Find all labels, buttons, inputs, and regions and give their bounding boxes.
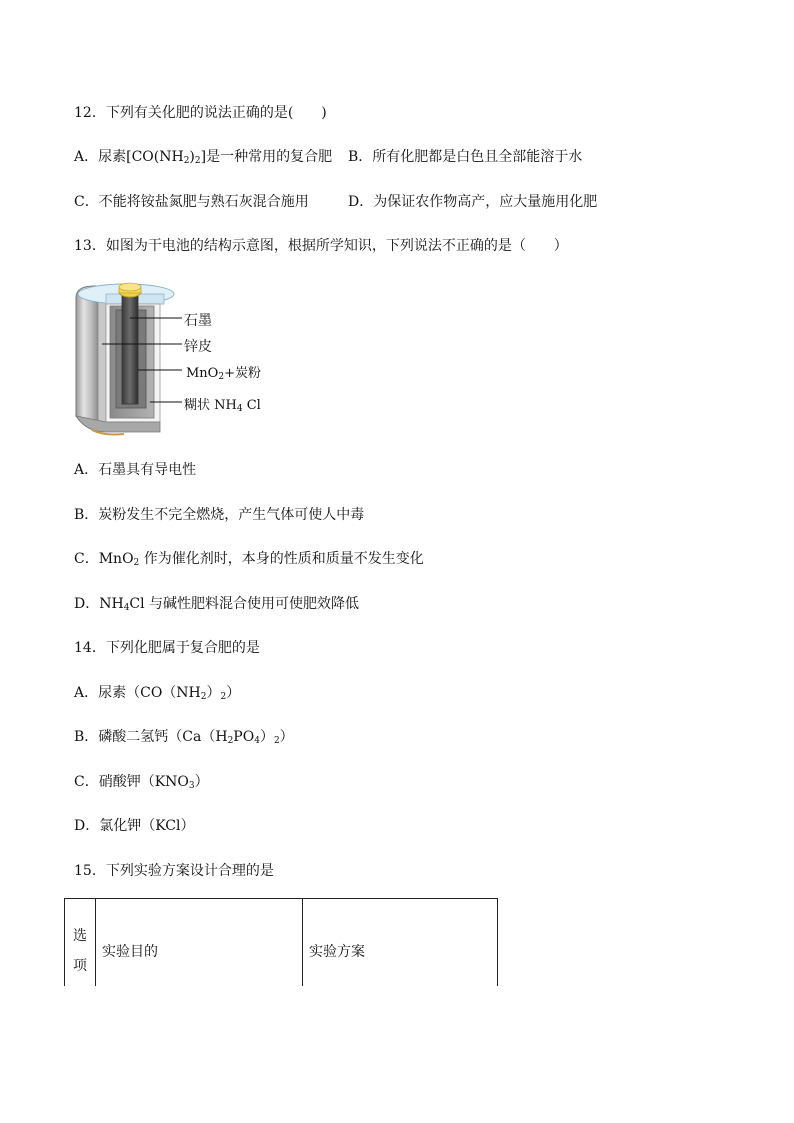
q14-option-d: D．氯化钾（KCl）	[74, 818, 195, 834]
q12-a-text3: ]是一种常用的复合肥	[200, 149, 333, 165]
q14-stem: 14．下列化肥属于复合肥的是	[74, 640, 260, 656]
label-zinc: 锌皮	[184, 339, 212, 355]
label-nh4cl-text: 糊状 NH	[184, 398, 237, 413]
q13-option-b: B．炭粉发生不完全燃烧，产生气体可使人中毒	[74, 507, 365, 523]
q14-b-sub3: 2	[273, 736, 280, 746]
label-nh4cl-post: Cl	[242, 398, 261, 413]
q14-b-text4: ）	[279, 729, 294, 745]
q13-c-text2: 作为催化剂时，本身的性质和质量不发生变化	[139, 551, 424, 567]
q13-d-sub: 4	[123, 603, 130, 613]
q14-b-text3: ）	[259, 729, 274, 745]
q12-a-sub2: 2	[194, 156, 201, 166]
label-nh4cl-paste	[184, 394, 261, 413]
label-mno2-sub: 2	[218, 372, 225, 382]
q14-c-text2: ）	[194, 774, 209, 790]
q13-d-text1: D．NH	[74, 596, 124, 612]
q12-option-d: D．为保证农作物高产，应大量施用化肥	[348, 194, 598, 210]
q14-a-sub1: 2	[200, 692, 207, 702]
q14-option-a	[74, 684, 240, 702]
label-nh4cl-sub: 4	[236, 404, 243, 414]
q13-c-text1: C．MnO	[74, 551, 134, 567]
q14-b-text2: PO	[233, 729, 255, 745]
q12-a-text2: )	[189, 149, 195, 165]
q14-a-text1: A．尿素（CO（NH	[74, 685, 201, 701]
q14-b-sub2: 4	[254, 736, 260, 746]
q12-a-sub1: 2	[183, 156, 190, 166]
label-mno2-text: MnO	[186, 366, 219, 381]
q14-b-text1: B．磷酸二氢钙（Ca（H	[74, 729, 228, 745]
q14-a-text2: ）	[206, 685, 221, 701]
q13-option-d	[74, 595, 359, 613]
q13-stem: 13．如图为干电池的结构示意图，根据所学知识，下列说法不正确的是（ ）	[74, 238, 568, 254]
q12-option-c	[74, 193, 598, 211]
q14-a-sub2: 2	[220, 692, 227, 702]
header-option-char1: 选	[73, 928, 87, 944]
page-cutoff	[60, 986, 520, 1006]
q14-option-b	[74, 728, 294, 746]
header-scheme: 实验方案	[303, 899, 498, 1004]
q13-option-c	[74, 550, 424, 568]
q14-c-text1: C．硝酸钾（KNO	[74, 774, 189, 790]
header-purpose: 实验目的	[96, 899, 303, 1004]
q12-option-b: B．所有化肥都是白色且全部能溶于水	[348, 149, 583, 165]
q12-a-text1: A．尿素[CO(NH	[74, 149, 184, 165]
q13-c-sub: 2	[133, 558, 140, 568]
q13-option-a: A．石墨具有导电性	[74, 462, 197, 478]
q13-d-text2: Cl 与碱性肥料混合使用可使肥效降低	[129, 596, 360, 612]
q12-stem: 12．下列有关化肥的说法正确的是( )	[74, 105, 327, 121]
q14-c-sub: 3	[188, 781, 195, 791]
q14-option-c	[74, 773, 209, 791]
label-mno2-carbon	[186, 362, 261, 381]
q15-stem: 15．下列实验方案设计合理的是	[74, 863, 274, 879]
q14-a-text3: ）	[226, 685, 241, 701]
label-carbon-text: +炭粉	[224, 366, 261, 381]
label-graphite: 石墨	[184, 313, 212, 329]
q12-c-text: C．不能将铵盐氮肥与熟石灰混合施用	[74, 194, 309, 210]
dry-cell-diagram	[64, 276, 294, 440]
dry-cell-illustration	[64, 276, 294, 440]
q14-b-sub1: 2	[227, 736, 234, 746]
q12-option-a	[74, 148, 583, 166]
header-option-char2: 项	[73, 958, 87, 974]
